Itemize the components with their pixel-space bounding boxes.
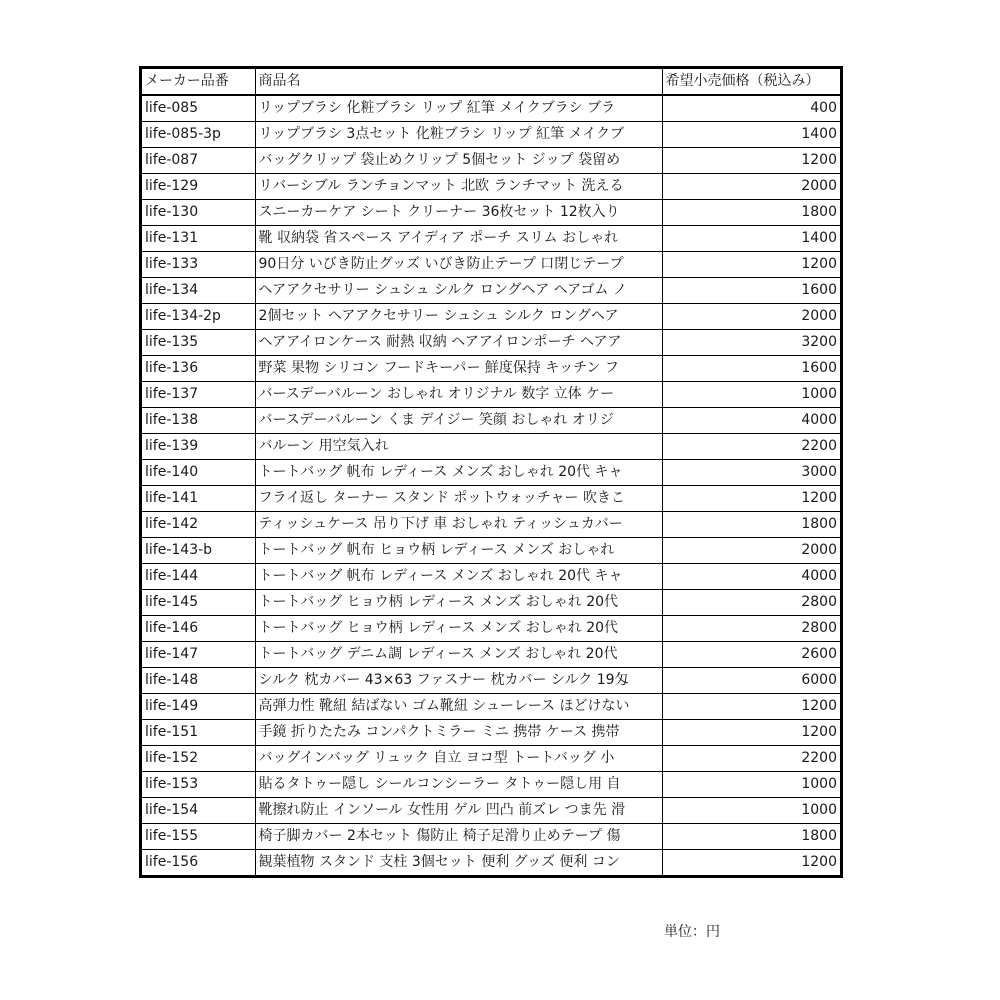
table-row [142, 824, 840, 850]
product-name-cell: ヘアアイロンケース 耐熱 収納 ヘアアイロンポーチ ヘアア [255, 330, 662, 356]
product-name-cell: リップブラシ 3点セット 化粧ブラシ リップ 紅筆 メイクブ [255, 122, 662, 148]
table-row [142, 382, 840, 408]
maker-code-cell: life-153 [142, 772, 255, 798]
maker-code-cell: life-134 [142, 278, 255, 304]
price-cell: 4000 [662, 564, 840, 590]
price-cell: 1200 [662, 148, 840, 174]
table-row [142, 304, 840, 330]
price-cell: 2200 [662, 434, 840, 460]
price-cell: 1200 [662, 720, 840, 746]
price-cell: 400 [662, 95, 840, 122]
table-row [142, 564, 840, 590]
product-name-cell: 手鏡 折りたたみ コンパクトミラー ミニ 携帯 ケース 携帯 [255, 720, 662, 746]
product-name-cell: トートバッグ 帆布 レディース メンズ おしゃれ 20代 キャ [255, 564, 662, 590]
table-row [142, 486, 840, 512]
maker-code-cell: life-146 [142, 616, 255, 642]
header-maker-code: メーカー品番 [142, 69, 255, 95]
table-row [142, 798, 840, 824]
header-product-name: 商品名 [255, 69, 662, 95]
price-cell: 2600 [662, 642, 840, 668]
table-row [142, 694, 840, 720]
maker-code-cell: life-144 [142, 564, 255, 590]
price-list-table [139, 66, 843, 878]
maker-code-cell: life-149 [142, 694, 255, 720]
product-name-cell: 90日分 いびき防止グッズ いびき防止テープ 口閉じテープ [255, 252, 662, 278]
unit-label: 単位：円 [664, 924, 720, 940]
product-name-cell: スニーカーケア シート クリーナー 36枚セット 12枚入り [255, 200, 662, 226]
maker-code-cell: life-148 [142, 668, 255, 694]
table-row [142, 460, 840, 486]
price-cell: 1400 [662, 226, 840, 252]
maker-code-cell: life-138 [142, 408, 255, 434]
maker-code-cell: life-131 [142, 226, 255, 252]
table-row [142, 746, 840, 772]
price-cell: 1600 [662, 356, 840, 382]
product-name-cell: トートバッグ 帆布 ヒョウ柄 レディース メンズ おしゃれ [255, 538, 662, 564]
product-name-cell: トートバッグ ヒョウ柄 レディース メンズ おしゃれ 20代 [255, 616, 662, 642]
price-cell: 2800 [662, 616, 840, 642]
price-cell: 1200 [801, 854, 837, 871]
maker-code-cell: life-140 [142, 460, 255, 486]
table-row [142, 512, 840, 538]
maker-code-cell: life-152 [142, 746, 255, 772]
maker-code-cell: life-085 [142, 95, 255, 122]
table-row [142, 174, 840, 200]
maker-code-cell: life-156 [142, 850, 255, 876]
product-name-cell: 靴 収納袋 省スペース アイディア ポーチ スリム おしゃれ [255, 226, 662, 252]
maker-code-cell: life-141 [142, 486, 255, 512]
product-name-cell: 靴擦れ防止 インソール 女性用 ゲル 凹凸 前ズレ つま先 滑 [255, 798, 662, 824]
price-cell: 1800 [662, 824, 840, 850]
table-row [142, 226, 840, 252]
maker-code-cell: life-129 [142, 174, 255, 200]
table-row [142, 772, 840, 798]
maker-code-cell: life-085-3p [142, 122, 255, 148]
table-row [142, 616, 840, 642]
price-cell: 1600 [662, 278, 840, 304]
maker-code-cell: life-137 [142, 382, 255, 408]
maker-code-cell: life-133 [142, 252, 255, 278]
price-cell: 1000 [662, 798, 840, 824]
price-cell: 2800 [662, 590, 840, 616]
product-name-cell: バルーン 用空気入れ [255, 434, 662, 460]
table-row [142, 252, 840, 278]
table-row [142, 200, 840, 226]
table-row [142, 720, 840, 746]
maker-code-cell: life-135 [142, 330, 255, 356]
price-cell: 2000 [662, 304, 840, 330]
price-cell: 1200 [662, 694, 840, 720]
maker-code-cell: life-155 [142, 824, 255, 850]
price-cell: 1400 [662, 122, 840, 148]
product-name-cell: 野菜 果物 シリコン フードキーパー 鮮度保持 キッチン フ [255, 356, 662, 382]
price-cell: 1000 [662, 382, 840, 408]
product-name-cell: トートバッグ デニム調 レディース メンズ おしゃれ 20代 [255, 642, 662, 668]
product-name-cell: ティッシュケース 吊り下げ 車 おしゃれ ティッシュカバー [255, 512, 662, 538]
product-name-cell: 2個セット ヘアアクセサリー シュシュ シルク ロングヘア [255, 304, 662, 330]
maker-code-cell: life-130 [142, 200, 255, 226]
table-row [142, 330, 840, 356]
maker-code-cell: life-151 [142, 720, 255, 746]
price-cell: 2200 [662, 746, 840, 772]
table-row [142, 538, 840, 564]
product-name-cell: ヘアアクセサリー シュシュ シルク ロングヘア ヘアゴム ノ [255, 278, 662, 304]
price-cell: 1200 [662, 252, 840, 278]
header-retail-price: 希望小売価格（税込み） [662, 69, 840, 95]
product-name-cell: リップブラシ 化粧ブラシ リップ 紅筆 メイクブラシ ブラ [255, 95, 662, 122]
product-name-cell: トートバッグ 帆布 レディース メンズ おしゃれ 20代 キャ [255, 460, 662, 486]
maker-code-cell: life-154 [142, 798, 255, 824]
price-cell: 1800 [662, 512, 840, 538]
maker-code-cell: life-139 [142, 434, 255, 460]
table-row [142, 278, 840, 304]
maker-code-cell: life-136 [142, 356, 255, 382]
product-name-cell: 椅子脚カバー 2本セット 傷防止 椅子足滑り止めテープ 傷 [255, 824, 662, 850]
table-row [142, 590, 840, 616]
table-row [142, 434, 840, 460]
maker-code-cell: life-087 [142, 148, 255, 174]
product-name-cell: 貼るタトゥー隠し シールコンシーラー タトゥー隠し用 自 [255, 772, 662, 798]
maker-code-cell: life-142 [142, 512, 255, 538]
price-cell: 2000 [662, 538, 840, 564]
price-cell: 6000 [662, 668, 840, 694]
maker-code-cell: life-134-2p [142, 304, 255, 330]
price-cell: 1000 [662, 772, 840, 798]
product-table [142, 69, 840, 875]
table-row [142, 408, 840, 434]
price-cell: 2000 [662, 174, 840, 200]
table-row [142, 356, 840, 382]
product-name-cell: リバーシブル ランチョンマット 北欧 ランチマット 洗える [255, 174, 662, 200]
table-row [142, 850, 840, 876]
product-name-cell: フライ返し ターナー スタンド ポットウォッチャー 吹きこ [255, 486, 662, 512]
maker-code-cell: life-143-b [142, 538, 255, 564]
header-row [142, 69, 840, 95]
table-row [142, 122, 840, 148]
table-row [142, 642, 840, 668]
price-cell: 3000 [662, 460, 840, 486]
product-name-cell: バースデーバルーン おしゃれ オリジナル 数字 立体 ケー [255, 382, 662, 408]
product-name-cell: 観葉植物 スタンド 支柱 3個セット 便利 グッズ 便利 コン [255, 850, 662, 876]
product-name-cell: 高弾力性 靴紐 結ばない ゴム靴紐 シューレース ほどけない [255, 694, 662, 720]
price-cell: 1800 [662, 200, 840, 226]
price-cell: 3200 [662, 330, 840, 356]
price-cell: 4000 [662, 408, 840, 434]
price-cell: 1200 [662, 486, 840, 512]
table-row [142, 95, 840, 122]
product-name-cell: バッグインバッグ リュック 自立 ヨコ型 トートバッグ 小 [255, 746, 662, 772]
table-row [142, 148, 840, 174]
maker-code-cell: life-145 [142, 590, 255, 616]
product-name-cell: バッグクリップ 袋止めクリップ 5個セット ジップ 袋留め [255, 148, 662, 174]
product-name-cell: シルク 枕カバー 43×63 ファスナー 枕カバー シルク 19匁 [255, 668, 662, 694]
product-name-cell: トートバッグ ヒョウ柄 レディース メンズ おしゃれ 20代 [255, 590, 662, 616]
maker-code-cell: life-147 [142, 642, 255, 668]
product-name-cell: バースデーバルーン くま デイジー 笑顔 おしゃれ オリジ [255, 408, 662, 434]
table-row [142, 668, 840, 694]
